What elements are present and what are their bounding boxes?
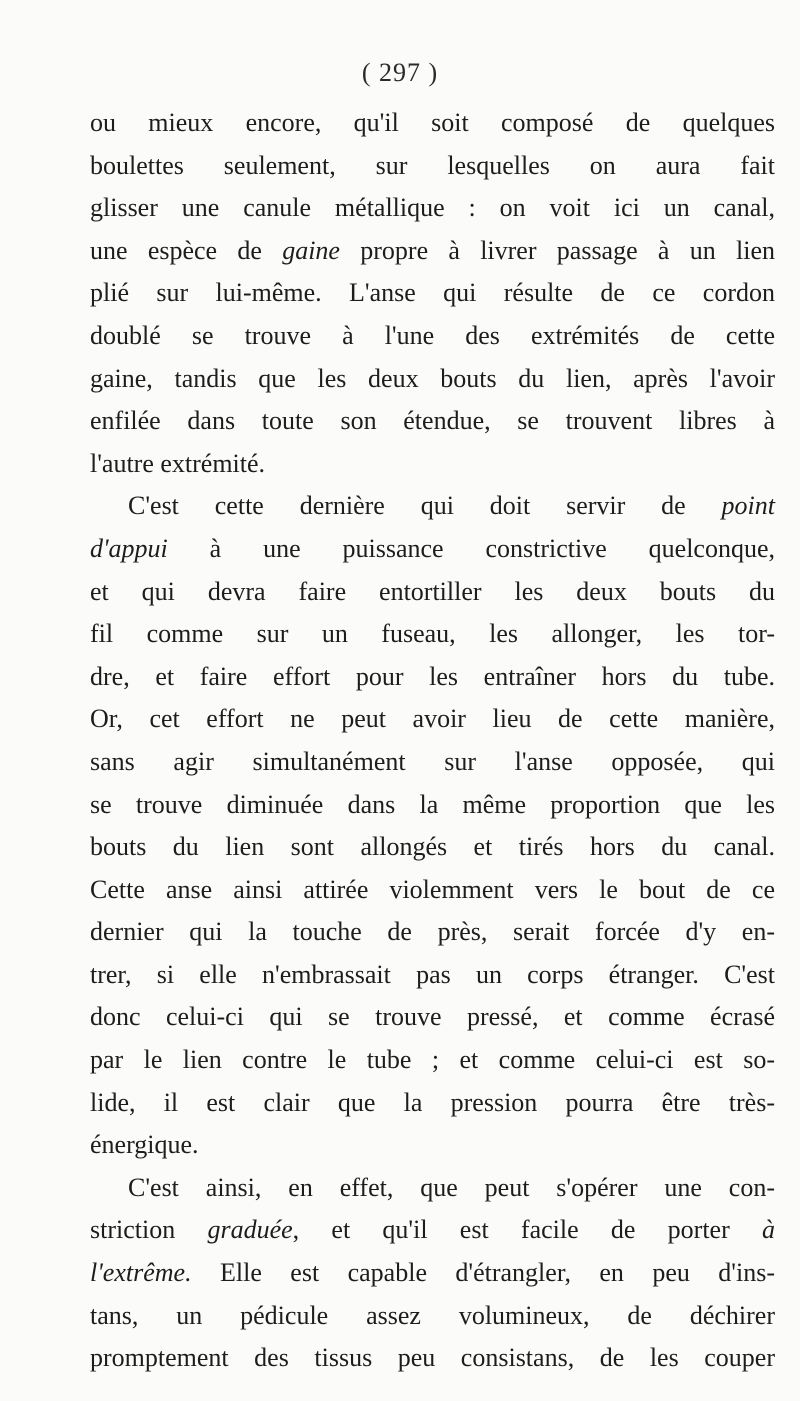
text-line: et qui devra faire entortiller les deux bouts du (90, 576, 775, 606)
text-line: plié sur lui-même. L'anse qui résulte de ce cordon (90, 278, 775, 308)
text-line: trer, si elle n'embrassait pas un corps étranger. C'est (90, 959, 775, 989)
text-segment: propre à livrer passage à un lien (339, 235, 775, 265)
text-line: lide, il est clair que la pression pourra être très- (90, 1087, 775, 1117)
text-line (90, 1209, 775, 1252)
text-segment: , et qu'il est facile de porter (292, 1215, 763, 1245)
italic-term-a: à (762, 1215, 776, 1245)
text-segment: striction (90, 1215, 208, 1245)
text-line: bouts du lien sont allongés et tirés hors du canal. (90, 832, 775, 862)
text-segment: à une puissance constrictive quelconque, (167, 533, 775, 563)
body-text (90, 102, 775, 1380)
text-segment: Elle est capable d'étrangler, en peu d'ins- (191, 1258, 775, 1288)
text-line: tans, un pédicule assez volumineux, de déchirer (90, 1300, 775, 1330)
text-line: se trouve diminuée dans la même proportion que les (90, 789, 775, 819)
text-line: dernier qui la touche de près, serait forcée d'y en- (90, 917, 775, 947)
italic-term-gaine: gaine (282, 235, 340, 265)
text-line: fil comme sur un fuseau, les allonger, les tor- (90, 619, 775, 649)
paragraph-start-line: C'est ainsi, en effet, que peut s'opérer une con- (128, 1172, 775, 1202)
paragraph-end-line: énergique. (90, 1130, 199, 1160)
text-line: doublé se trouve à l'une des extrémités de cette (90, 320, 775, 350)
text-segment: C'est cette dernière qui doit servir de (128, 491, 722, 521)
text-line: promptement des tissus peu consistans, de les couper (90, 1343, 775, 1373)
text-line: sans agir simultanément sur l'anse opposée, qui (90, 746, 775, 776)
paragraph-start-line (90, 485, 775, 528)
paragraph-end-line: l'autre extrémité. (90, 448, 266, 478)
text-segment: une espèce de (90, 235, 283, 265)
text-line: gaine, tandis que les deux bouts du lien, après l'avoir (90, 363, 775, 393)
text-line (90, 528, 775, 571)
text-line (90, 1252, 775, 1295)
text-line (90, 230, 775, 273)
page-number: ( 297 ) (361, 58, 439, 87)
text-line: boulettes seulement, sur lesquelles on aura fait (90, 150, 775, 180)
text-line: dre, et faire effort pour les entraîner hors du tube. (90, 661, 775, 691)
italic-term-point: point (721, 491, 775, 521)
text-line: glisser une canule métallique : on voit ici un canal, (90, 193, 775, 223)
italic-term-graduee: graduée (207, 1215, 293, 1245)
italic-term-extreme: l'extrême. (90, 1258, 192, 1288)
italic-term-appui: d'appui (90, 533, 168, 563)
text-line: enfilée dans toute son étendue, se trouvent libres à (90, 406, 775, 436)
text-line: ou mieux encore, qu'il soit composé de quelques (90, 108, 775, 137)
text-line: par le lien contre le tube ; et comme celui-ci est so- (90, 1045, 775, 1075)
text-line: donc celui-ci qui se trouve pressé, et comme écrasé (90, 1002, 775, 1032)
text-line: Or, cet effort ne peut avoir lieu de cette manière, (90, 704, 775, 734)
text-line: Cette anse ainsi attirée violemment vers le bout de ce (90, 874, 775, 904)
